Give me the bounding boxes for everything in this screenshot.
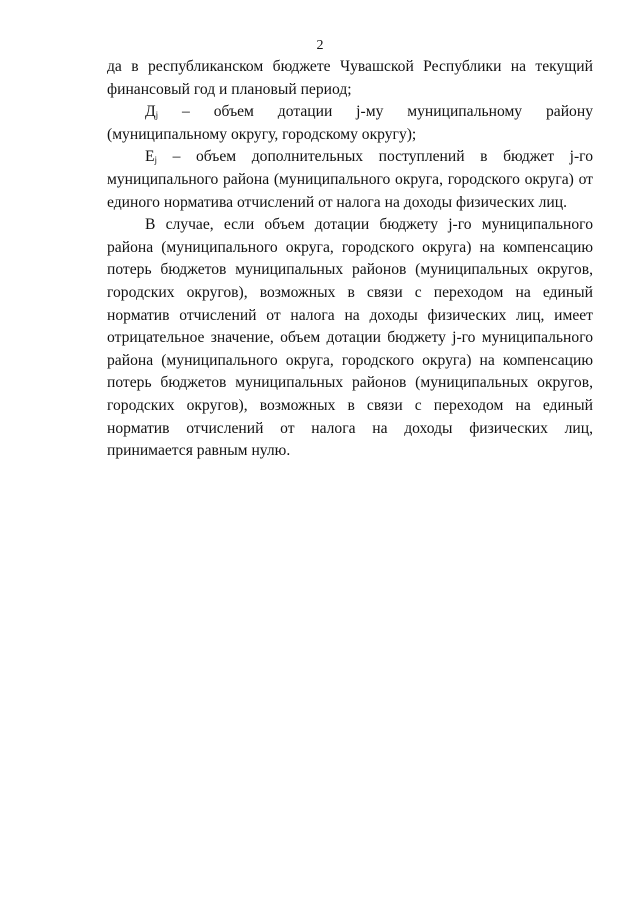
paragraph-continuation: да в республиканском бюджете Чувашской Республики на текущий финансовый год и плановый период; [107, 58, 593, 98]
paragraph-definition-ej [107, 146, 593, 214]
subscript-j: j [154, 155, 158, 166]
symbol-e: E [145, 148, 155, 166]
document-body [107, 56, 593, 463]
definition-text: – объем дополнительных поступлений в бюджет j-го муниципального района (муниципального округа, городского округа) от единого норматива отчислений от налога на доходы физических лиц. [107, 148, 593, 211]
definition-text: – объем дотации j-му муниципальному району (муниципальному округу, городскому округу); [107, 103, 593, 143]
paragraph-negative-value-rule: В случае, если объем дотации бюджету j-го муниципального района (муниципального округа, городского округа) на компенсацию потерь бюджетов муниципальных районов (муниципальных округов, городских округов), возможных в связи с переходом на единый норматив отчислений от налога на доходы физических лиц, имеет отрицательное значение, объем дотации бюджету j-го муниципального района (муниципального округа, городского округа) на компенсацию потерь бюджетов муниципальных районов (муниципальных округов, городских округов), возможных в связи с переходом на единый норматив отчислений от налога на доходы физических лиц, принимается равным нулю. [107, 216, 593, 460]
page-number: 2 [316, 38, 324, 53]
symbol-d: Д [145, 103, 156, 121]
paragraph-definition-dj [107, 101, 593, 146]
subscript-j: j [155, 110, 159, 121]
